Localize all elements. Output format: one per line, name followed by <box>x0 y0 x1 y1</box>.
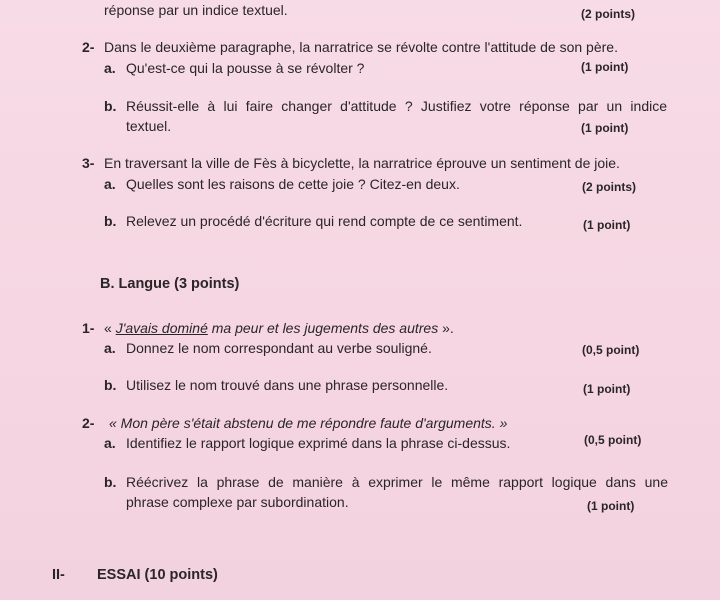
l1-a <box>104 340 432 357</box>
q2-a-points: (1 point) <box>581 60 629 74</box>
langue-points: (3 points) <box>174 276 240 292</box>
l1-quote <box>104 320 454 337</box>
essai-title: ESSAI <box>97 567 141 583</box>
q1-tail: réponse par un indice textuel. <box>104 2 288 18</box>
l2-b-points: (1 point) <box>587 499 635 513</box>
q2-number: 2- <box>82 39 95 55</box>
essai-points: (10 points) <box>144 567 218 583</box>
q3-a-points: (2 points) <box>582 180 636 194</box>
l1-quote-rest: ma peur et les jugements des autres <box>211 320 439 336</box>
l2-a-letter: a. <box>104 435 116 451</box>
q3-b <box>104 213 522 230</box>
q2-b-letter: b. <box>104 98 117 114</box>
l1-underlined-verb: J'avais dominé <box>115 320 208 336</box>
q2-stem: Dans le deuxième paragraphe, la narratrice se révolte contre l'attitude de son père. <box>104 39 618 55</box>
q3-a-letter: a. <box>104 176 116 192</box>
q2-a <box>104 60 364 77</box>
q2-b-line1: Réussit-elle à lui faire changer d'attitude ? Justifiez votre réponse par un indice <box>126 98 667 114</box>
l2-quote: « Mon père s'était abstenu de me répondre faute d'arguments. » <box>109 415 508 431</box>
l2-a-text: Identifiez le rapport logique exprimé dans la phrase ci-dessus. <box>126 435 511 451</box>
l2-b-letter-wrap <box>104 474 126 491</box>
l2-b-line2: phrase complexe par subordination. <box>126 494 349 510</box>
langue-title: B. Langue <box>100 276 171 292</box>
l2-b-line1: Réécrivez la phrase de manière à exprimer le même rapport logique dans une <box>126 474 668 490</box>
q2-a-letter: a. <box>104 60 116 76</box>
q2-b-line2: textuel. <box>126 118 172 134</box>
l1-a-points: (0,5 point) <box>582 343 640 357</box>
section-langue-heading <box>100 276 239 292</box>
l1-number: 1- <box>82 320 95 336</box>
l2-number: 2- <box>82 415 95 431</box>
q1-points: (2 points) <box>581 7 635 21</box>
l1-b-letter: b. <box>104 377 117 393</box>
l1-open-quote: « <box>104 320 112 336</box>
l2-a-points: (0,5 point) <box>584 433 642 447</box>
l1-b-points: (1 point) <box>583 382 631 396</box>
q2-a-text: Qu'est-ce qui la pousse à se révolter ? <box>126 60 365 76</box>
l1-a-letter: a. <box>104 340 116 356</box>
l2-b-letter: b. <box>104 474 117 490</box>
l1-close-quote: ». <box>442 320 454 336</box>
q3-stem: En traversant la ville de Fès à bicyclette, la narratrice éprouve un sentiment de joie. <box>104 155 620 171</box>
l2-a <box>104 435 510 452</box>
q3-number: 3- <box>82 155 95 171</box>
q3-b-letter: b. <box>104 213 117 229</box>
essai-heading <box>97 567 218 583</box>
q3-a <box>104 176 460 193</box>
l1-b-text: Utilisez le nom trouvé dans une phrase personnelle. <box>126 377 449 393</box>
essai-number: II- <box>52 567 65 583</box>
q3-b-text: Relevez un procédé d'écriture qui rend compte de ce sentiment. <box>126 213 523 229</box>
q3-a-text: Quelles sont les raisons de cette joie ? Citez-en deux. <box>126 176 460 192</box>
q3-b-points: (1 point) <box>583 218 631 232</box>
q2-b-letter-wrap <box>104 98 126 115</box>
q2-b-points: (1 point) <box>581 121 629 135</box>
l1-a-text: Donnez le nom correspondant au verbe souligné. <box>126 340 432 356</box>
l1-b <box>104 377 448 394</box>
